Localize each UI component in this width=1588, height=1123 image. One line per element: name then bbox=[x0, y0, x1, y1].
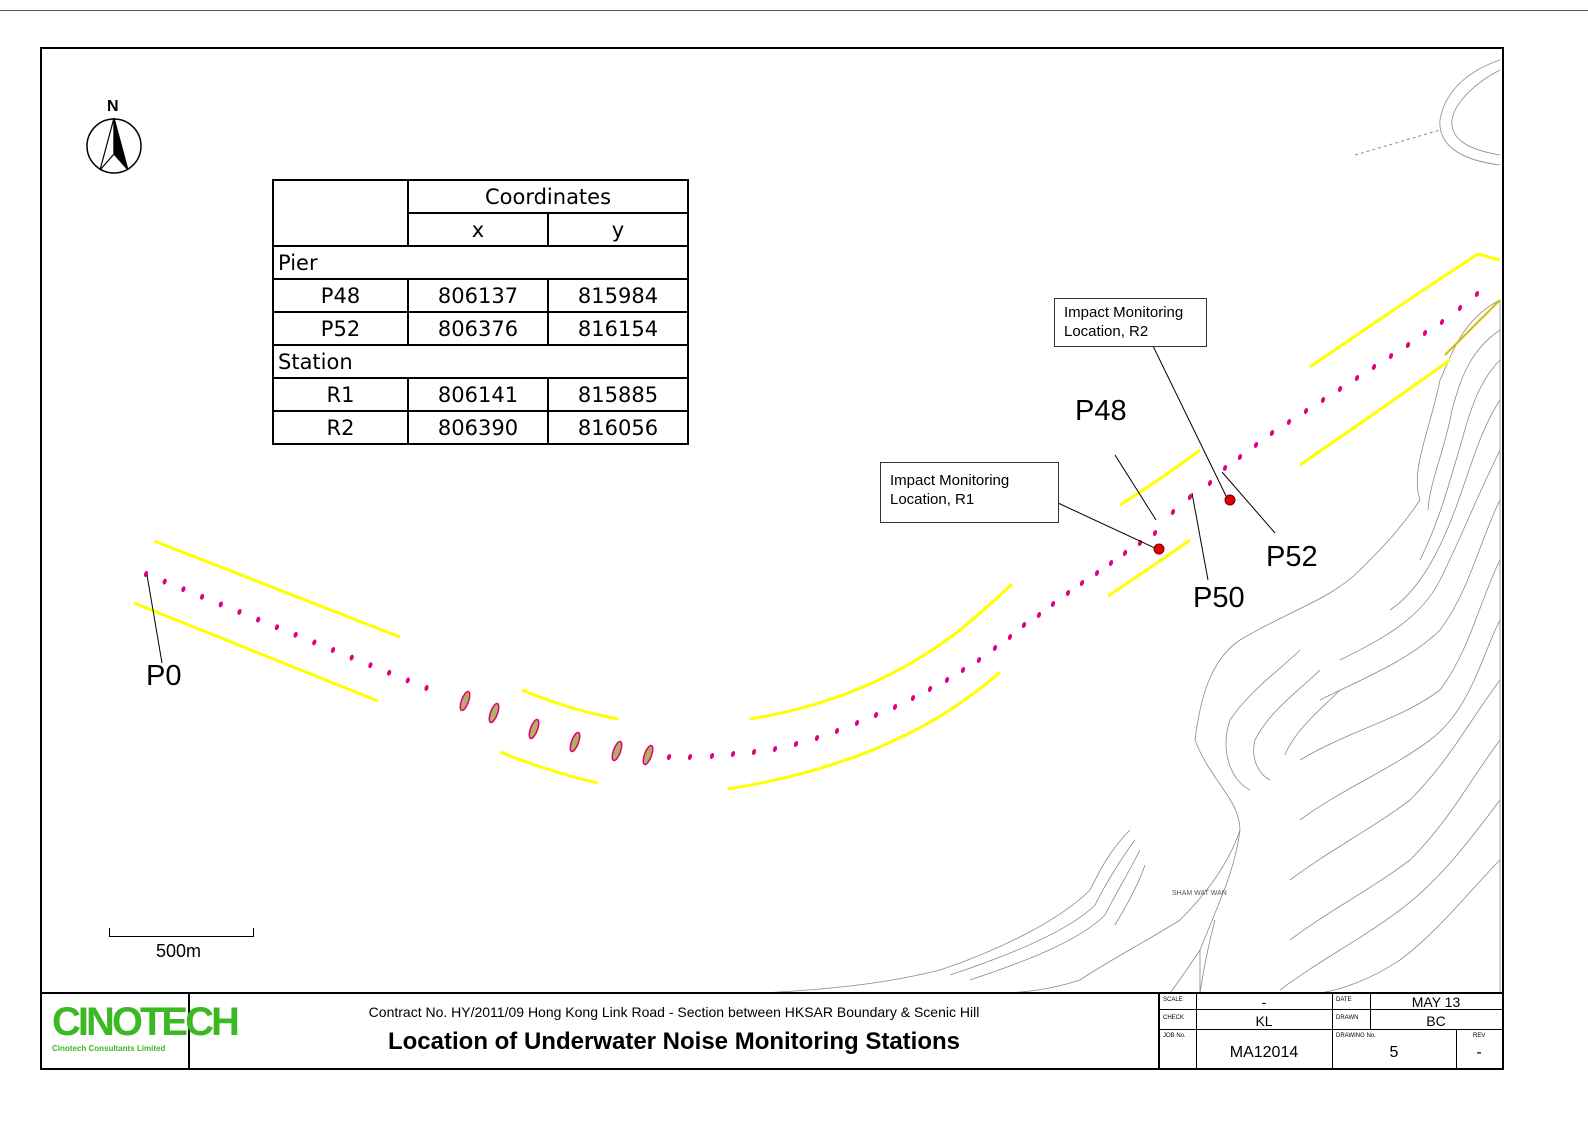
pier-marker bbox=[641, 744, 654, 765]
section-pier-title: Pier bbox=[273, 246, 688, 279]
pier-marker bbox=[181, 586, 186, 592]
row-x: 806390 bbox=[408, 411, 548, 444]
pier-marker bbox=[1286, 419, 1291, 425]
pier-marker bbox=[1187, 494, 1192, 500]
date-field-value: MAY 13 bbox=[1411, 994, 1461, 1010]
pier-marker bbox=[1405, 342, 1410, 348]
pier-marker bbox=[1320, 397, 1325, 403]
pier-marker bbox=[1021, 622, 1026, 628]
pier-marker bbox=[1108, 560, 1113, 566]
row-y: 815885 bbox=[548, 378, 688, 411]
station-r1-marker bbox=[1154, 544, 1164, 554]
check-field-label: CHECK bbox=[1163, 1015, 1185, 1021]
pier-marker bbox=[330, 647, 335, 653]
row-y: 815984 bbox=[548, 279, 688, 312]
north-arrow bbox=[84, 98, 144, 176]
pier-marker bbox=[1079, 580, 1084, 586]
pier-marker bbox=[256, 616, 261, 622]
callout-r1-line1: Impact Monitoring bbox=[890, 472, 1010, 489]
pier-marker bbox=[405, 677, 410, 683]
pier-marker bbox=[293, 632, 298, 638]
pier-marker bbox=[910, 695, 915, 701]
contract-text: Contract No. HY/2011/09 Hong Kong Link Road - Section between HKSAR Boundary & Scenic Hill bbox=[368, 1004, 980, 1020]
pier-marker bbox=[143, 571, 148, 577]
callout-r1-line2: Location, R1 bbox=[890, 491, 975, 508]
row-id: R1 bbox=[273, 378, 408, 411]
pier-marker bbox=[424, 685, 429, 691]
pier-marker bbox=[1303, 408, 1308, 414]
pier-marker bbox=[709, 753, 714, 759]
callout-r2-line2: Location, R2 bbox=[1064, 323, 1149, 340]
pier-marker bbox=[1094, 570, 1099, 576]
pier-marker bbox=[730, 751, 735, 757]
check-field-value: KL bbox=[1255, 1013, 1273, 1029]
pier-marker bbox=[992, 645, 997, 651]
pier-marker bbox=[793, 741, 798, 747]
pier-marker bbox=[666, 754, 671, 760]
pier-marker bbox=[976, 657, 981, 663]
pier-marker bbox=[274, 624, 279, 630]
col-y-header: y bbox=[548, 213, 688, 246]
pier-marker bbox=[944, 677, 949, 683]
place-name-sham-wat-wan: SHAM WAT WAN bbox=[1172, 890, 1227, 897]
pier-marker bbox=[1237, 454, 1242, 460]
date-field-label: DATE bbox=[1336, 997, 1352, 1003]
company-logo: CINOTECH bbox=[52, 1000, 237, 1044]
callout-r2 bbox=[1054, 298, 1207, 347]
north-arrow-icon bbox=[84, 116, 144, 176]
pier-marker bbox=[162, 578, 167, 584]
row-x: 806376 bbox=[408, 312, 548, 345]
pier-marker bbox=[349, 654, 354, 660]
pier-marker bbox=[854, 720, 859, 726]
pier-marker bbox=[1170, 509, 1175, 515]
table-row bbox=[273, 279, 688, 312]
map-canvas bbox=[42, 49, 1502, 993]
pier-marker bbox=[568, 731, 581, 752]
callout-r2-line1: Impact Monitoring bbox=[1064, 304, 1184, 321]
drawing-no-value: 5 bbox=[1389, 1044, 1399, 1061]
pier-marker bbox=[1207, 480, 1212, 486]
section-station-title: Station bbox=[273, 345, 688, 378]
coastline-hills bbox=[760, 60, 1500, 993]
pier-marker bbox=[834, 728, 839, 734]
pier-marker bbox=[1222, 465, 1227, 471]
row-x: 806141 bbox=[408, 378, 548, 411]
sheet-top-line bbox=[0, 10, 1588, 11]
row-y: 816056 bbox=[548, 411, 688, 444]
table-row bbox=[273, 411, 688, 444]
north-label: N bbox=[107, 98, 119, 115]
pier-marker bbox=[1457, 305, 1462, 311]
pier-marker bbox=[1269, 430, 1274, 436]
pier-marker bbox=[368, 662, 373, 668]
pier-marker bbox=[1152, 530, 1157, 536]
row-x: 806137 bbox=[408, 279, 548, 312]
pier-label-p52: P52 bbox=[1266, 541, 1318, 573]
table-corner-cell bbox=[273, 180, 408, 246]
pier-marker bbox=[1439, 319, 1444, 325]
pier-marker bbox=[1065, 590, 1070, 596]
pier-marker bbox=[927, 686, 932, 692]
pier-marker bbox=[960, 667, 965, 673]
pier-marker bbox=[610, 740, 623, 761]
row-id: P52 bbox=[273, 312, 408, 345]
lantau-dashed-pier bbox=[1355, 130, 1440, 155]
pier-marker bbox=[218, 601, 223, 607]
pier-marker bbox=[487, 702, 500, 723]
pier-marker bbox=[200, 594, 205, 600]
row-y: 816154 bbox=[548, 312, 688, 345]
pier-label-p0: P0 bbox=[146, 660, 182, 692]
pier-marker bbox=[458, 690, 471, 711]
row-id: R2 bbox=[273, 411, 408, 444]
pier-label-p50: P50 bbox=[1193, 582, 1245, 614]
rev-label: REV bbox=[1473, 1033, 1486, 1039]
pier-marker bbox=[1422, 330, 1427, 336]
table-row bbox=[273, 312, 688, 345]
coordinates-header: Coordinates bbox=[408, 180, 688, 213]
pier-label-p48: P48 bbox=[1075, 395, 1127, 427]
col-x-header: x bbox=[408, 213, 548, 246]
pier-marker bbox=[892, 704, 897, 710]
row-id: P48 bbox=[273, 279, 408, 312]
pier-marker bbox=[1354, 375, 1359, 381]
drawing-no-label: DRAWING No. bbox=[1336, 1033, 1376, 1039]
pier-marker bbox=[1337, 386, 1342, 392]
pier-marker bbox=[873, 712, 878, 718]
pier-marker bbox=[1050, 601, 1055, 607]
pier-marker bbox=[387, 670, 392, 676]
pier-marker bbox=[1122, 550, 1127, 556]
pier-marker bbox=[1474, 291, 1479, 297]
drawing-title: Location of Underwater Noise Monitoring Stations bbox=[387, 1028, 960, 1055]
pier-marker bbox=[312, 639, 317, 645]
rev-value: - bbox=[1476, 1044, 1482, 1061]
scale-field-value: - bbox=[1261, 994, 1267, 1010]
pier-marker bbox=[1007, 634, 1012, 640]
company-logo-subtitle: Cinotech Consultants Limited bbox=[52, 1044, 166, 1053]
pier-marker bbox=[687, 754, 692, 760]
table-row bbox=[273, 378, 688, 411]
pier-marker bbox=[814, 735, 819, 741]
pier-marker bbox=[1388, 353, 1393, 359]
pier-marker bbox=[772, 746, 777, 752]
coordinates-table bbox=[272, 179, 689, 445]
pier-marker bbox=[1036, 612, 1041, 618]
job-field-label: JOB No. bbox=[1163, 1033, 1186, 1039]
scale-field-label: SCALE bbox=[1163, 997, 1183, 1003]
info-grid bbox=[1158, 994, 1502, 1069]
scale-bar bbox=[109, 928, 254, 937]
pier-marker bbox=[1371, 364, 1376, 370]
pier-marker bbox=[527, 718, 540, 739]
pier-marker bbox=[237, 609, 242, 615]
scale-label: 500m bbox=[156, 941, 202, 961]
station-r2-marker bbox=[1225, 495, 1235, 505]
pier-marker bbox=[751, 749, 756, 755]
job-field-value: MA12014 bbox=[1229, 1044, 1299, 1061]
callout-r1 bbox=[880, 462, 1059, 523]
drawn-field-value: BC bbox=[1426, 1013, 1446, 1029]
pier-marker bbox=[1253, 442, 1258, 448]
drawn-field-label: DRAWN bbox=[1336, 1015, 1359, 1021]
